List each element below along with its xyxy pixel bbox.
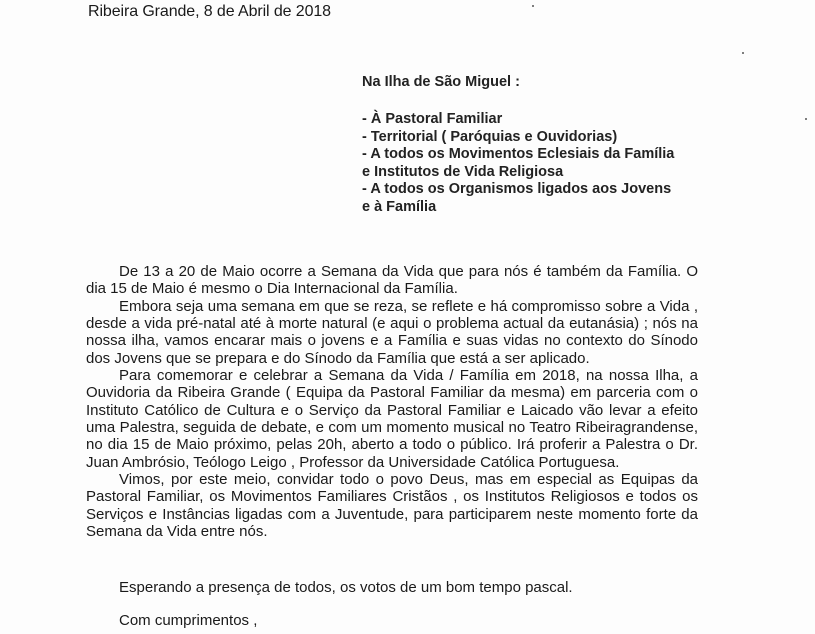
scan-speck	[742, 52, 744, 54]
place-date: Ribeira Grande, 8 de Abril de 2018	[88, 3, 331, 20]
addressee-line: e à Família	[362, 198, 437, 215]
addressee-line: - À Pastoral Familiar	[362, 111, 503, 127]
addressee-line: - A todos os Movimentos Eclesiais da Família	[362, 146, 675, 163]
addressee-line: - Territorial ( Paróquias e Ouvidorias)	[362, 128, 618, 145]
body-paragraph: De 13 a 20 de Maio ocorre a Semana da Vida que para nós é também da Família. O dia 15 de Maio é mesmo o Dia Internacional da Família.	[86, 263, 698, 298]
closing-wish: Esperando a presença de todos, os votos de um bom tempo pascal.	[119, 579, 573, 596]
scan-speck	[805, 118, 807, 120]
addressee-line: - A todos os Organismos ligados aos Jovens	[362, 181, 672, 198]
letter-body	[86, 263, 698, 541]
body-paragraph: Vimos, por este meio, convidar todo o povo Deus, mas em especial as Equipas da Pastoral Familiar, os Movimentos Familiares Cristãos , os Institutos Religiosos e todos os Serviços e Instâncias ligadas com a Juventude, para participarem neste momento forte da Semana da Vida entre nós.	[86, 471, 698, 541]
scan-speck	[532, 5, 534, 7]
addressee-block	[362, 72, 722, 217]
addressee-line: e Institutos de Vida Religiosa	[362, 163, 564, 180]
body-paragraph: Para comemorar e celebrar a Semana da Vida / Família em 2018, na nossa Ilha, a Ouvidoria da Ribeira Grande ( Equipa da Pastoral Familiar da mesma) em parceria com o Instituto Católico de Cultura e o Serviço da Pastoral Familiar e Laicado vão levar a efeito uma Palestra, seguida de debate, e com um momento musical no Teatro Ribeiragrandense, no dia 15 de Maio próximo, pelas 20h, aberto a todo o público. Irá proferir a Palestra o Dr. Juan Ambrósio, Teólogo Leigo , Professor da Universidade Católica Portuguesa.	[86, 367, 698, 471]
addressee-title: Na Ilha de São Miguel :	[362, 74, 520, 90]
body-paragraph: Embora seja uma semana em que se reza, se reflete e há compromisso sobre a Vida , desde a vida pré-natal até à morte natural (e aqui o problema actual da eutanásia) ; nós na nossa ilha, vamos encarar mais o jovens e a Família e suas vidas no contexto do Sínodo dos Jovens que se prepara e do Sínodo da Família que está a ser aplicado.	[86, 297, 698, 367]
greeting: Com cumprimentos ,	[119, 612, 258, 629]
